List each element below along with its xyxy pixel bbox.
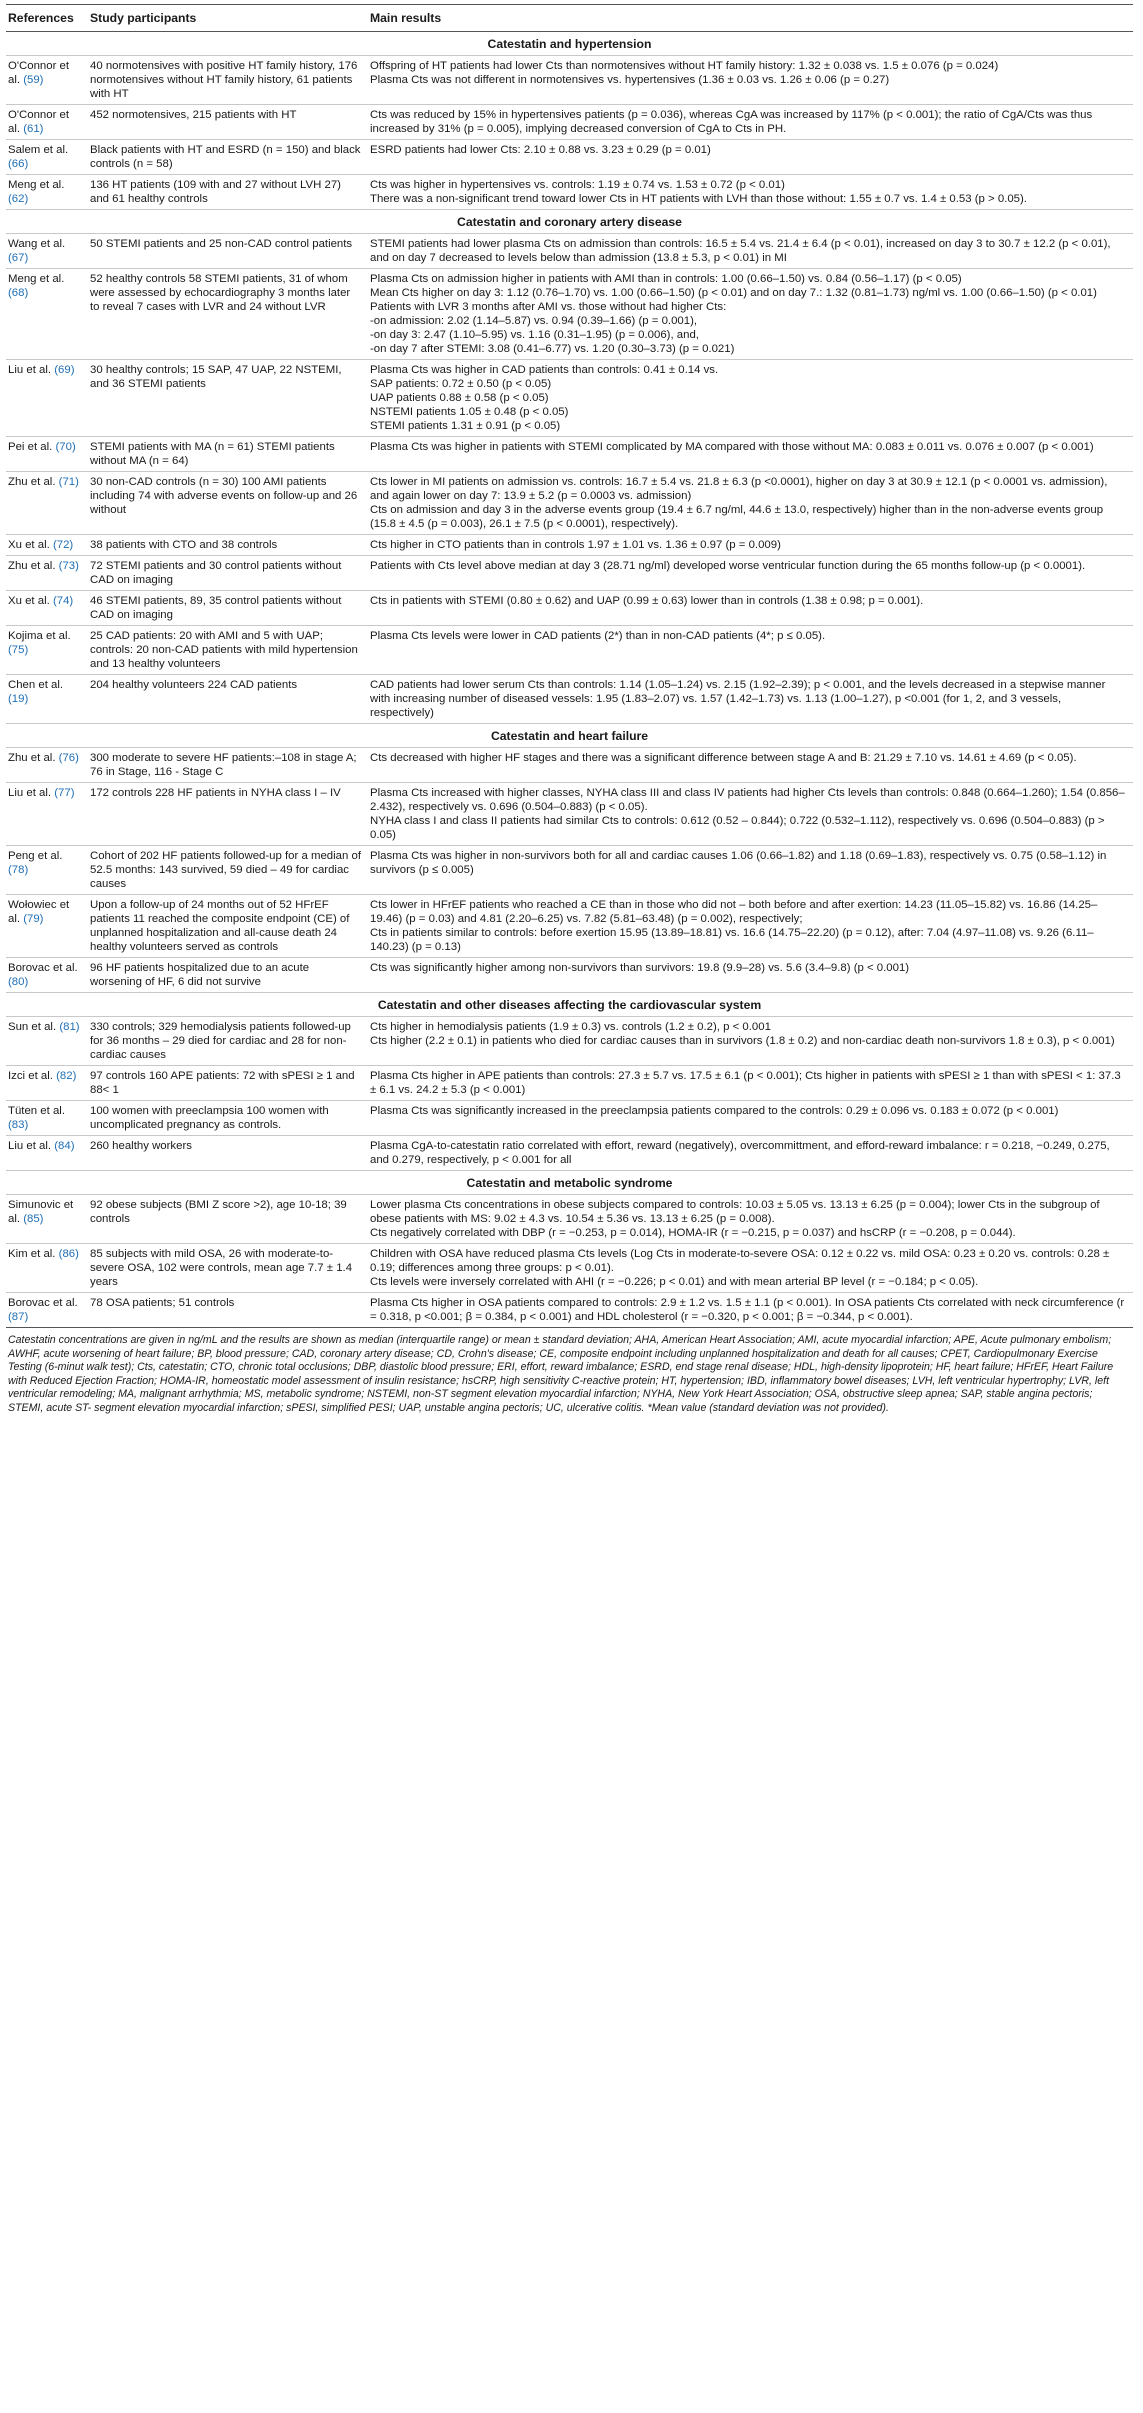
results-cell [368,675,1133,724]
reference-cell [6,472,88,535]
table-row [6,556,1133,591]
reference-link[interactable]: (83) [8,1119,29,1131]
results-cell [368,556,1133,591]
results-cell [368,1293,1133,1328]
result-line: Cts was significantly higher among non-survivors than survivors: 19.8 (9.9–28) vs. 5.6 (3.4–9.8) (p < 0.001) [370,962,910,974]
table-row [6,958,1133,993]
result-line: Cts in patients similar to controls: before exertion 15.95 (13.89–18.81) vs. 16.6 (14.75–22.20) (p = 0.12), after: 7.04 (4.97–11.08) vs. 9.26 (6.11–140.23) (p = 0.13) [370,927,1094,953]
participants-cell: STEMI patients with MA (n = 61) STEMI patients without MA (n = 64) [88,437,368,472]
reference-link[interactable]: (82) [56,1070,77,1082]
results-cell [368,140,1133,175]
reference-cell [6,1293,88,1328]
reference-cell [6,846,88,895]
table-row [6,1101,1133,1136]
table-body [6,32,1133,1328]
reference-author: Liu et al. [8,1140,52,1152]
reference-link[interactable]: (84) [54,1140,75,1152]
reference-cell [6,1101,88,1136]
result-line: Cts higher (2.2 ± 0.1) in patients who died for cardiac causes than in survivors (1.8 ± 0.2) and non-cardiac death non-survivors 1.8 ± 0.3), p < 0.001) [370,1035,1115,1047]
reference-cell [6,105,88,140]
section-title: Catestatin and metabolic syndrome [6,1171,1133,1195]
reference-cell [6,1244,88,1293]
results-cell [368,1244,1133,1293]
result-line: Plasma CgA-to-catestatin ratio correlated with effort, reward (negatively), overcommittment, and efford-reward imbalance: r = 0.218, −0.249, 0.275, and 0.279, respectively, p < 0.001 for all [370,1140,1110,1166]
reference-cell [6,360,88,437]
reference-author: Tüten et al. [8,1105,65,1117]
results-cell [368,626,1133,675]
result-line: Cts was reduced by 15% in hypertensives patients (p = 0.036), whereas CgA was increased by 117% (p < 0.001); the ratio of CgA/Cts was thus increased by 31% (p = 0.005), implying decreased conversion of CgA to Cts in PH. [370,109,1093,135]
participants-cell: 52 healthy controls 58 STEMI patients, 31 of whom were assessed by echocardiography 3 months later to reveal 7 cases with LVR and 24 without LVR [88,269,368,360]
reference-cell [6,591,88,626]
participants-cell: Upon a follow-up of 24 months out of 52 HFrEF patients 11 reached the composite endpoint (CE) of unplanned hospitalization and all-cause death 24 healthy volunteers served as controls [88,895,368,958]
results-cell [368,1136,1133,1171]
results-cell [368,783,1133,846]
table-row [6,846,1133,895]
reference-author: Meng et al. [8,179,65,191]
result-line: Cts negatively correlated with DBP (r = −0.253, p = 0.014), HOMA-IR (r = −0.215, p = 0.037) and hsCRP (r = −0.208, p = 0.044). [370,1227,1016,1239]
result-line: Plasma Cts was higher in CAD patients than controls: 0.41 ± 0.14 vs. [370,364,719,376]
participants-cell: 46 STEMI patients, 89, 35 control patients without CAD on imaging [88,591,368,626]
table-row [6,1066,1133,1101]
reference-link[interactable]: (69) [54,364,75,376]
table-row [6,1244,1133,1293]
reference-cell [6,269,88,360]
result-line: Plasma Cts was higher in non-survivors both for all and cardiac causes 1.06 (0.66–1.82) and 1.18 (0.69–1.83), respectively vs. 0.75 (0.58–1.12) in survivors (p ≤ 0.005) [370,850,1107,876]
reference-link[interactable]: (74) [52,595,74,607]
result-line: Cts in patients with STEMI (0.80 ± 0.62) and UAP (0.99 ± 0.63) lower than in controls (1.38 ± 0.98; p = 0.001). [370,595,924,607]
table-row [6,1293,1133,1328]
header-references: References [6,5,88,32]
reference-link[interactable]: (19) [8,693,29,705]
results-cell [368,472,1133,535]
reference-author: O'Connor et al. [8,60,70,86]
result-line: Children with OSA have reduced plasma Cts levels (Log Cts in moderate-to-severe OSA: 0.12 ± 0.22 vs. mild OSA: 0.23 ± 0.20 vs. controls: 0.28 ± 0.19; differences among three groups: p < 0.01). [370,1248,1110,1274]
result-line: Plasma Cts increased with higher classes, NYHA class III and class IV patients had higher Cts levels than controls: 0.848 (0.664–1.260); 1.54 (0.856–2.432), respectively vs. 0.696 (0.504–0.883) (p < 0.05). [370,787,1125,813]
result-line: Plasma Cts on admission higher in patients with AMI than in controls: 1.00 (0.66–1.50) vs. 0.84 (0.56–1.17) (p < 0.05) [370,273,962,285]
reference-author: Simunovic et al. [8,1199,74,1225]
results-cell [368,1195,1133,1244]
participants-cell: 40 normotensives with positive HT family history, 176 normotensives without HT family history, 61 patients with HT [88,56,368,105]
participants-cell: 96 HF patients hospitalized due to an acute worsening of HF, 6 did not survive [88,958,368,993]
table-header [6,5,1133,32]
result-line: NSTEMI patients 1.05 ± 0.48 (p < 0.05) [370,406,569,418]
table-row [6,234,1133,269]
reference-link[interactable]: (68) [8,287,29,299]
reference-cell [6,535,88,556]
results-cell [368,437,1133,472]
results-cell [368,591,1133,626]
section-row [6,993,1133,1017]
reference-author: Zhu et al. [8,560,56,572]
reference-author: Kim et al. [8,1248,56,1260]
results-cell [368,535,1133,556]
section-title: Catestatin and heart failure [6,724,1133,748]
table-row [6,1017,1133,1066]
result-line: -on admission: 2.02 (1.14–5.87) vs. 0.94 (0.39–1.66) (p = 0.001), [370,315,698,327]
reference-cell [6,895,88,958]
result-line: There was a non-significant trend toward lower Cts in HT patients with LVH than those without: 1.55 ± 0.7 vs. 1.4 ± 0.53 (p > 0.05). [370,193,1027,205]
reference-cell [6,140,88,175]
participants-cell: 260 healthy workers [88,1136,368,1171]
result-line: Plasma Cts higher in APE patients than controls: 27.3 ± 5.7 vs. 17.5 ± 6.1 (p < 0.001); Cts higher in patients with sPESI ≥ 1 than with sPESI < 1: 37.3 ± 6.1 vs. 24.2 ± 5.3 (p < 0.001) [370,1070,1121,1096]
reference-author: Borovac et al. [8,962,78,974]
section-row [6,1171,1133,1195]
reference-author: Pei et al. [8,441,53,453]
table-row [6,472,1133,535]
participants-cell: 92 obese subjects (BMI Z score >2), age 10-18; 39 controls [88,1195,368,1244]
reference-cell [6,1017,88,1066]
reference-link[interactable]: (67) [8,252,29,264]
reference-cell [6,556,88,591]
reference-cell [6,958,88,993]
reference-link[interactable]: (79) [23,913,44,925]
reference-author: Xu et al. [8,595,50,607]
participants-cell: 452 normotensives, 215 patients with HT [88,105,368,140]
participants-cell: 78 OSA patients; 51 controls [88,1293,368,1328]
reference-cell [6,1066,88,1101]
table-row [6,1136,1133,1171]
results-cell [368,1101,1133,1136]
participants-cell: Black patients with HT and ESRD (n = 150) and black controls (n = 58) [88,140,368,175]
table-row [6,626,1133,675]
reference-link[interactable]: (73) [58,560,79,572]
result-line: STEMI patients had lower plasma Cts on admission than controls: 16.5 ± 5.4 vs. 21.4 ± 6.4 (p < 0.01), increased on day 3 to 30.7 ± 12.2 (p < 0.01), and on day 7 decreased to levels below than admission (13.8 ± 5.3, p < 0.01) in MI [370,238,1111,264]
reference-cell [6,626,88,675]
reference-link[interactable]: (72) [52,539,74,551]
participants-cell: 136 HT patients (109 with and 27 without LVH 27) and 61 healthy controls [88,175,368,210]
section-title: Catestatin and other diseases affecting the cardiovascular system [6,993,1133,1017]
results-cell [368,360,1133,437]
results-table [6,4,1133,1328]
reference-link[interactable]: (59) [23,74,44,86]
participants-cell: 85 subjects with mild OSA, 26 with moderate-to-severe OSA, 102 were controls, mean age 7.7 ± 1.4 years [88,1244,368,1293]
reference-cell [6,1136,88,1171]
result-line: Cts levels were inversely correlated with AHI (r = −0.226; p < 0.01) and with mean arterial BP level (r = −0.184; p < 0.05). [370,1276,979,1288]
table-row [6,783,1133,846]
results-cell [368,269,1133,360]
table-container [6,0,1133,1415]
table-row [6,675,1133,724]
reference-author: Izci et al. [8,1070,53,1082]
reference-cell [6,56,88,105]
reference-cell [6,675,88,724]
reference-link[interactable]: (70) [55,441,76,453]
reference-author: Wołowiec et al. [8,899,70,925]
reference-cell [6,783,88,846]
result-line: SAP patients: 0.72 ± 0.50 (p < 0.05) [370,378,552,390]
section-row [6,724,1133,748]
result-line: Cts lower in HFrEF patients who reached a CE than in those who did not – both before and after exertion: 14.23 (11.05–15.82) vs. 16.86 (14.25–19.46) (p = 0.03) and 4.81 (2.20–6.25) vs. 7.82 (5.81–63.48) (p = 0.002), respectively; [370,899,1098,925]
reference-cell [6,1195,88,1244]
participants-cell: 330 controls; 329 hemodialysis patients followed-up for 36 months – 29 died for cardiac and 28 for non-cardiac causes [88,1017,368,1066]
reference-author: Borovac et al. [8,1297,78,1309]
participants-cell: 172 controls 228 HF patients in NYHA class I – IV [88,783,368,846]
reference-author: Chen et al. [8,679,64,691]
header-participants: Study participants [88,5,368,32]
results-cell [368,234,1133,269]
result-line: UAP patients 0.88 ± 0.58 (p < 0.05) [370,392,549,404]
result-line: Plasma Cts was not different in normotensives vs. hypertensives (1.36 ± 0.03 vs. 1.26 ± 0.06 (p = 0.27) [370,74,890,86]
reference-link[interactable]: (80) [8,976,29,988]
participants-cell: 30 non-CAD controls (n = 30) 100 AMI patients including 74 with adverse events on follow-up and 26 without [88,472,368,535]
results-cell [368,958,1133,993]
table-row [6,175,1133,210]
reference-cell [6,175,88,210]
results-cell [368,56,1133,105]
table-row [6,1195,1133,1244]
participants-cell: 50 STEMI patients and 25 non-CAD control patients [88,234,368,269]
reference-link[interactable]: (86) [58,1248,79,1260]
table-row [6,140,1133,175]
participants-cell: 100 women with preeclampsia 100 women with uncomplicated pregnancy as controls. [88,1101,368,1136]
result-line: Cts decreased with higher HF stages and there was a significant difference between stage A and B: 21.29 ± 7.10 vs. 14.61 ± 4.69 (p < 0.05). [370,752,1077,764]
results-cell [368,895,1133,958]
table-row [6,437,1133,472]
reference-author: Meng et al. [8,273,65,285]
reference-link[interactable]: (66) [8,158,29,170]
results-cell [368,105,1133,140]
section-title: Catestatin and coronary artery disease [6,210,1133,234]
results-cell [368,1066,1133,1101]
reference-link[interactable]: (85) [23,1213,44,1225]
participants-cell: 97 controls 160 APE patients: 72 with sPESI ≥ 1 and 88< 1 [88,1066,368,1101]
participants-cell: 38 patients with CTO and 38 controls [88,535,368,556]
reference-link[interactable]: (87) [8,1311,29,1323]
reference-link[interactable]: (75) [8,644,29,656]
reference-link[interactable]: (62) [8,193,29,205]
result-line: Cts higher in hemodialysis patients (1.9 ± 0.3) vs. controls (1.2 ± 0.2), p < 0.001 [370,1021,771,1033]
participants-cell: 25 CAD patients: 20 with AMI and 5 with UAP; controls: 20 non-CAD patients with mild hypertension and 13 healthy volunteers [88,626,368,675]
reference-author: Sun et al. [8,1021,57,1033]
result-line: STEMI patients 1.31 ± 0.91 (p < 0.05) [370,420,561,432]
reference-link[interactable]: (61) [23,123,44,135]
reference-link[interactable]: (76) [58,752,79,764]
result-line: Mean Cts higher on day 3: 1.12 (0.76–1.70) vs. 1.00 (0.66–1.50) (p < 0.01) and on day 7.: 1.32 (0.81–1.73) ng/ml vs. 1.00 (0.66–1.50) (p < 0.01) [370,287,1097,299]
participants-cell: 204 healthy volunteers 224 CAD patients [88,675,368,724]
table-row [6,360,1133,437]
reference-cell [6,437,88,472]
table-row [6,269,1133,360]
reference-author: Kojima et al. [8,630,71,642]
result-line: Plasma Cts levels were lower in CAD patients (2*) than in non-CAD patients (4*; p ≤ 0.05). [370,630,826,642]
participants-cell: 72 STEMI patients and 30 control patients without CAD on imaging [88,556,368,591]
reference-author: Liu et al. [8,364,52,376]
result-line: -on day 3: 2.47 (1.10–5.95) vs. 1.16 (0.31–1.95) (p = 0.006), and, [370,329,699,341]
result-line: CAD patients had lower serum Cts than controls: 1.14 (1.05–1.24) vs. 2.15 (1.92–2.39); p < 0.001, and the levels decreased in a stepwise manner with increasing number of diseased vessels: 1.95 (1.83–2.07) vs. 1.57 (1.42–1.73) vs. 1.13 (1.00–1.27), p <0.001 (for 1, 2, and 3 vessels, respectively) [370,679,1106,719]
table-footnote: Catestatin concentrations are given in ng/mL and the results are shown as median (interquartile range) or mean ± standard deviation; AHA, American Heart Association; AMI, acute myocardial infarction; APE, Acute pulmonary embolism; AWHF, acute worsening of heart failure; BP, blood pressure; CAD, coronary artery disease; CD, Crohn's disease; CE, composite endpoint including unplanned hospitalization and death for all causes; CPET, Cardiopulmonary Exercise Testing (6-minut walk test); Cts, catestatin; CTO, chronic total occlusions; DBP, diastolic blood pressure; ERI, effort, reward imbalance; ESRD, end stage renal disease; HDL, high-density lipoprotein; HF, heart failure; HFrEF, Heart Failure with Reduced Ejection Fraction; HOMA-IR, homeostatic model assessment of insulin resistance; hsCRP, high sensitivity C-reactive protein; HT, hypertension; IBD, inflammatory bowel diseases; LVH, left ventricular hypertrophy; LVR, left ventricular remodeling; MA, malignant arrhythmia; MS, metabolic syndrome; NSTEMI, non-ST segment elevation myocardial infarction; NYHA, New York Heart Association; OSA, obstructive sleep apnea; SAP, stable angina pectoris; STEMI, acute ST- segment elevation myocardial infarction; sPESI, simplified PESI; UAP, unstable angina pectoris; UC, ulcerative colitis. *Mean value (standard deviation was not provided). [6,1327,1133,1415]
result-line: Plasma Cts higher in OSA patients compared to controls: 2.9 ± 1.2 vs. 1.5 ± 1.1 (p < 0.001). In OSA patients Cts correlated with neck circumference (r = 0.318, p <0.001; β = 0.384, p < 0.001) and HDL cholesterol (r = −0.320, p < 0.001; β = −0.344, p < 0.001). [370,1297,1125,1323]
table-row [6,895,1133,958]
result-line: Offspring of HT patients had lower Cts than normotensives without HT family history: 1.32 ± 0.038 vs. 1.5 ± 0.076 (p = 0.024) [370,60,999,72]
results-cell [368,175,1133,210]
table-row [6,105,1133,140]
table-row [6,56,1133,105]
result-line: -on day 7 after STEMI: 3.08 (0.41–6.77) vs. 1.20 (0.30–3.73) (p = 0.021) [370,343,735,355]
table-row [6,591,1133,626]
result-line: ESRD patients had lower Cts: 2.10 ± 0.88 vs. 3.23 ± 0.29 (p = 0.01) [370,144,711,156]
result-line: Cts was higher in hypertensives vs. controls: 1.19 ± 0.74 vs. 1.53 ± 0.72 (p < 0.01) [370,179,785,191]
reference-author: Zhu et al. [8,476,56,488]
reference-author: O'Connor et al. [8,109,70,135]
reference-link[interactable]: (77) [54,787,75,799]
result-line: Plasma Cts was significantly increased in the preeclampsia patients compared to the controls: 0.29 ± 0.096 vs. 0.183 ± 0.072 (p < 0.001) [370,1105,1059,1117]
result-line: Cts higher in CTO patients than in controls 1.97 ± 1.01 vs. 1.36 ± 0.97 (p = 0.009) [370,539,781,551]
section-title: Catestatin and hypertension [6,32,1133,56]
results-cell [368,748,1133,783]
reference-cell [6,748,88,783]
header-row [6,5,1133,32]
participants-cell: 300 moderate to severe HF patients:–108 in stage A; 76 in Stage, 116 - Stage C [88,748,368,783]
results-cell [368,1017,1133,1066]
reference-author: Zhu et al. [8,752,56,764]
reference-author: Xu et al. [8,539,50,551]
reference-author: Wang et al. [8,238,66,250]
reference-cell [6,234,88,269]
reference-link[interactable]: (78) [8,864,29,876]
participants-cell: Cohort of 202 HF patients followed-up for a median of 52.5 months: 143 survived, 59 died – 49 for cardiac causes [88,846,368,895]
section-row [6,32,1133,56]
table-row [6,748,1133,783]
reference-author: Liu et al. [8,787,52,799]
participants-cell: 30 healthy controls; 15 SAP, 47 UAP, 22 NSTEMI, and 36 STEMI patients [88,360,368,437]
reference-link[interactable]: (71) [58,476,79,488]
results-cell [368,846,1133,895]
reference-link[interactable]: (81) [59,1021,80,1033]
result-line: Cts on admission and day 3 in the adverse events group (19.4 ± 6.7 ng/ml, 44.6 ± 13.0, respectively) higher than in the non-adverse events group (15.8 ± 4.5 (p = 0.003), 26.1 ± 7.5 (p < 0.0001), respectively). [370,504,1104,530]
result-line: Cts lower in MI patients on admission vs. controls: 16.7 ± 5.4 vs. 21.8 ± 6.3 (p <0.0001), higher on day 3 at 30.9 ± 12.1 (p < 0.0001 vs. admission), and again lower on day 7: 13.9 ± 5.2 (p = 0.0003 vs. admission) [370,476,1108,502]
table-row [6,535,1133,556]
result-line: Lower plasma Cts concentrations in obese subjects compared to controls: 10.03 ± 5.05 vs. 13.13 ± 6.25 (p = 0.004); lower Cts in the subgroup of obese patients with MS: 9.02 ± 4.3 vs. 10.54 ± 5.36 vs. 13.13 ± 6.25 (p = 0.008). [370,1199,1100,1225]
reference-author: Salem et al. [8,144,69,156]
result-line: Plasma Cts was higher in patients with STEMI complicated by MA compared with those without MA: 0.083 ± 0.011 vs. 0.076 ± 0.007 (p < 0.001) [370,441,1094,453]
result-line: Patients with LVR 3 months after AMI vs. those without had higher Cts: [370,301,727,313]
section-row [6,210,1133,234]
reference-author: Peng et al. [8,850,63,862]
result-line: NYHA class I and class II patients had similar Cts to controls: 0.612 (0.52 – 0.844); 0.722 (0.532–1.112), respectively vs. 0.696 (0.504–0.883) (p > 0.05) [370,815,1105,841]
result-line: Patients with Cts level above median at day 3 (28.71 ng/ml) developed worse ventricular function during the 65 months follow-up (p < 0.0001). [370,560,1086,572]
header-results: Main results [368,5,1133,32]
